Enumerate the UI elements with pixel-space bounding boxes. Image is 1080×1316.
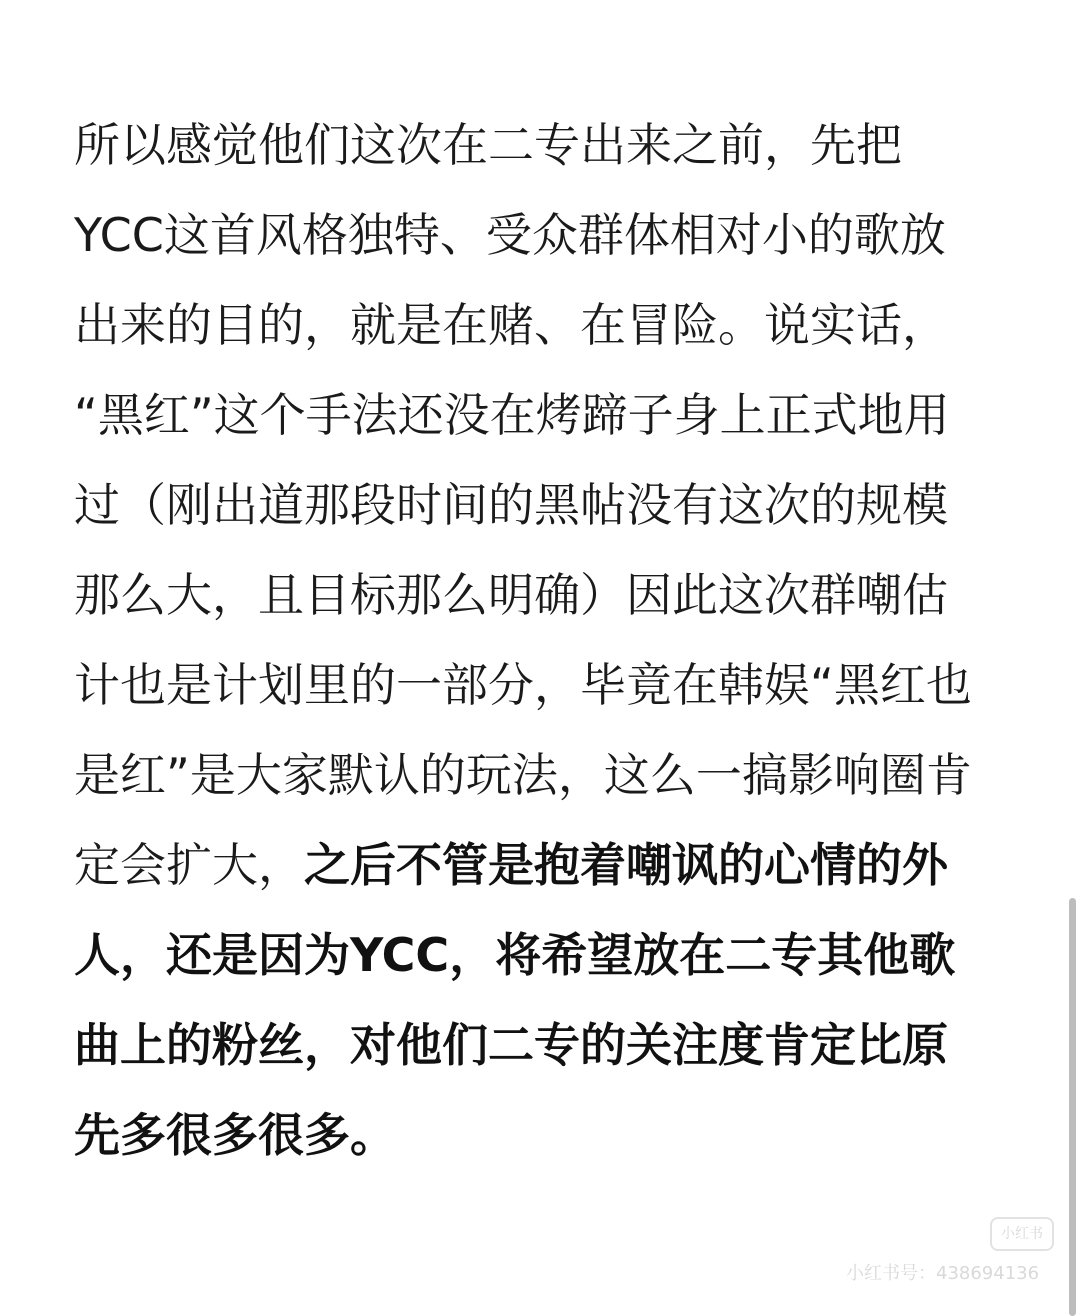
text-line-5: 过（刚出道那段时间的黑帖没有这次的规模 [74,478,948,532]
text-line-3: 出来的目的，就是在赌、在冒险。说实话， [74,298,948,352]
text-line-4: “黑红”这个手法还没在烤蹄子身上正式地用 [74,388,950,442]
text-line-11: 曲上的粉丝，对他们二专的关注度肯定比原 [74,1018,948,1072]
text-line-2: YCC这首风格独特、受众群体相对小的歌放 [74,208,946,262]
text-line-10: 人，还是因为YCC，将希望放在二专其他歌 [74,928,956,982]
text-line-1: 所以感觉他们这次在二专出来之前，先把 [74,118,902,172]
text-line-6: 那么大，且目标那么明确）因此这次群嘲估 [74,568,948,622]
text-line-8: 是红”是大家默认的玩法，这么一搞影响圈肯 [74,748,972,802]
text-line-9 [74,820,1014,910]
watermark-id: 小红书号：438694136 [846,1263,1040,1284]
text-line-9-normal: 定会扩大， [74,838,304,892]
text-line-9-bold: 之后不管是抱着嘲讽的心情的外 [304,838,948,892]
text-line-7: 计也是计划里的一部分，毕竟在韩娱“黑红也 [74,658,972,712]
text-line-12: 先多很多很多。 [74,1108,396,1162]
vertical-scrollbar[interactable] [1069,898,1076,1316]
article-body [74,100,1014,1180]
watermark-logo: 小红书 [990,1217,1054,1251]
